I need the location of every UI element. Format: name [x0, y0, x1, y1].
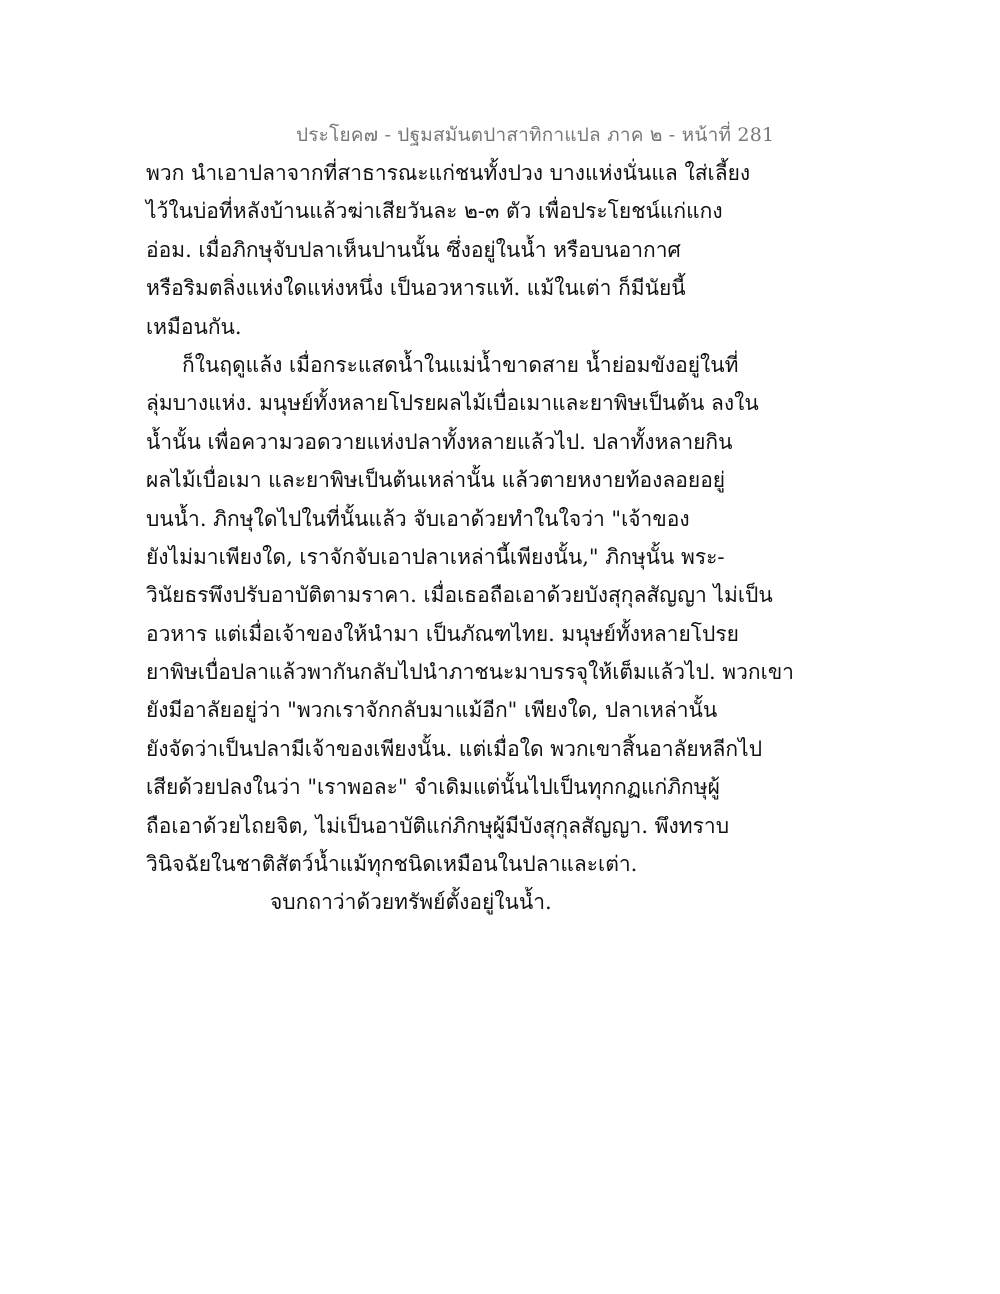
text-line: ผลไม้เบื่อเมา และยาพิษเป็นต้นเหล่านั้น แล้วตายหงายท้องลอยอยู่: [146, 468, 726, 493]
paragraph-start-line: ก็ในฤดูแล้ง เมื่อกระแสดน้ำในแม่น้ำขาดสาย น้ำย่อมขังอยู่ในที่: [182, 352, 739, 377]
body-text: [146, 154, 794, 922]
text-line: ถือเอาด้วยไถยจิต, ไม่เป็นอาบัติแก่ภิกษุผู้มีบังสุกุลสัญญา. พึงทราบ: [146, 813, 730, 838]
text-line: ลุ่มบางแห่ง. มนุษย์ทั้งหลายโปรยผลไม้เบื่อเมาและยาพิษเป็นต้น ลงใน: [146, 391, 759, 416]
section-closing-line: จบกถาว่าด้วยทรัพย์ตั้งอยู่ในน้ำ.: [270, 890, 552, 915]
text-line: ยาพิษเบื่อปลาแล้วพากันกลับไปนำภาชนะมาบรรจุให้เต็มแล้วไป. พวกเขา: [146, 660, 794, 685]
text-line: อวหาร แต่เมื่อเจ้าของให้นำมา เป็นภัณฑไทย. มนุษย์ทั้งหลายโปรย: [146, 621, 739, 646]
text-line: วินัยธรพึงปรับอาบัติตามราคา. เมื่อเธอถือเอาด้วยบังสุกุลสัญญา ไม่เป็น: [146, 583, 773, 608]
text-line: ยังไม่มาเพียงใด, เราจักจับเอาปลาเหล่านี้เพียงนั้น," ภิกษุนั้น พระ-: [146, 544, 725, 569]
text-line: เสียด้วยปลงในว่า "เราพอละ" จำเดิมแต่นั้นไปเป็นทุกกฏแก่ภิกษุผู้: [146, 775, 720, 800]
text-line: น้ำนั้น เพื่อความวอดวายแห่งปลาทั้งหลายแล้วไป. ปลาทั้งหลายกิน: [146, 429, 733, 454]
text-line: บนน้ำ. ภิกษุใดไปในที่นั้นแล้ว จับเอาด้วยทำในใจว่า "เจ้าของ: [146, 506, 690, 531]
text-line: ไว้ในบ่อที่หลังบ้านแล้วฆ่าเสียวันละ ๒-๓ ตัว เพื่อประโยชน์แก่แกง: [146, 199, 723, 224]
text-line: ยังจัดว่าเป็นปลามีเจ้าของเพียงนั้น. แต่เมื่อใด พวกเขาสิ้นอาลัยหลีกไป: [146, 736, 763, 761]
text-line: ยังมีอาลัยอยู่ว่า "พวกเราจักกลับมาแม้อีก" เพียงใด, ปลาเหล่านั้น: [146, 698, 718, 723]
text-line: เหมือนกัน.: [146, 314, 242, 339]
text-line: พวก นำเอาปลาจากที่สาธารณะแก่ชนทั้งปวง บางแห่งนั่นแล ใส่เลี้ยง: [146, 161, 751, 185]
running-header: ประโยค๗ - ปฐมสมันตปาสาทิกาแปล ภาค ๒ - หน้าที่ 281: [296, 124, 775, 146]
text-line: วินิจฉัยในชาติสัตว์น้ำแม้ทุกชนิดเหมือนในปลาและเต่า.: [146, 852, 638, 877]
text-line: อ่อม. เมื่อภิกษุจับปลาเห็นปานนั้น ซึ่งอยู่ในน้ำ หรือบนอากาศ: [146, 237, 681, 262]
text-line: หรือริมตลิ่งแห่งใดแห่งหนึ่ง เป็นอวหารแท้. แม้ในเต่า ก็มีนัยนี้: [146, 276, 686, 301]
